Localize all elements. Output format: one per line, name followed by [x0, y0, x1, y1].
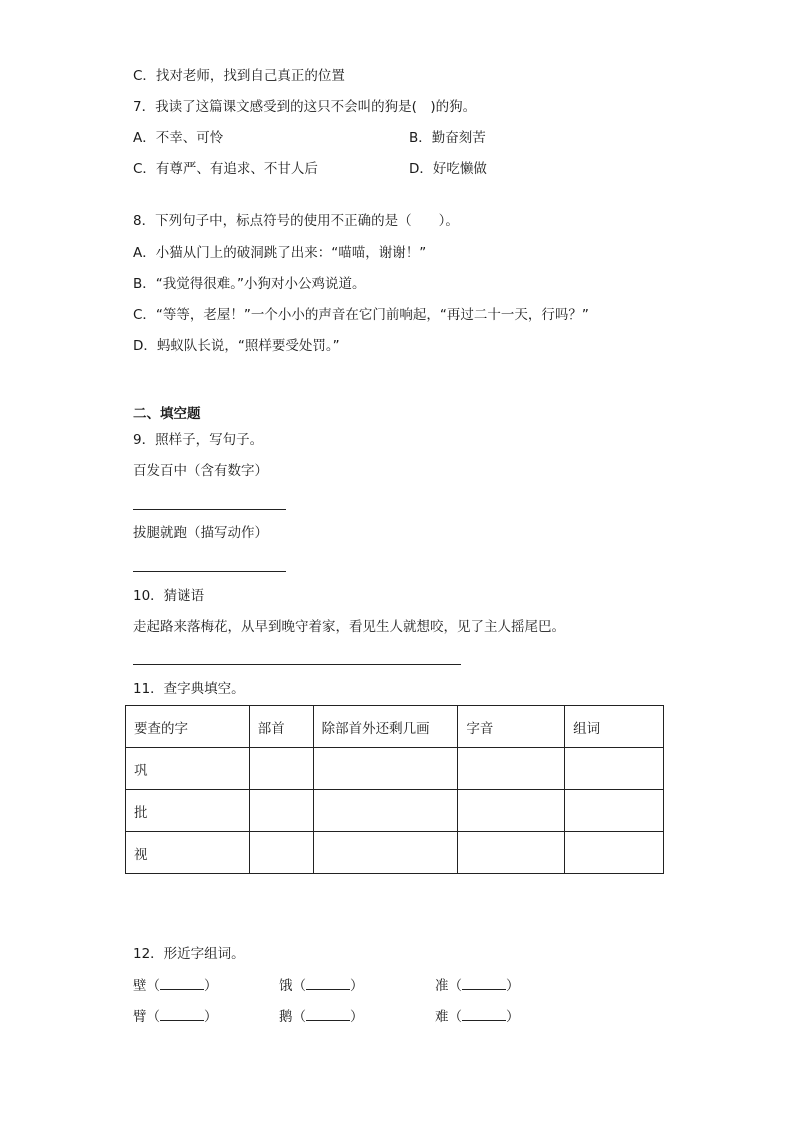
table-cell-char: 批 [126, 790, 250, 832]
open-paren: （ [448, 1009, 462, 1025]
section-heading: 二、填空题 [133, 406, 201, 422]
table-cell-blank[interactable] [458, 832, 565, 874]
q12-item [133, 976, 218, 995]
table-cell-blank[interactable] [565, 790, 664, 832]
header-cell: 除部首外还剩几画 [313, 706, 458, 748]
close-paren: ） [506, 1009, 520, 1025]
answer-blank[interactable] [160, 1007, 204, 1021]
q7-option-c: C．有尊严、有追求、不甘人后 [133, 161, 318, 177]
table-row [126, 748, 664, 790]
table-cell-blank[interactable] [313, 832, 458, 874]
q12-stem: 12．形近字组词。 [133, 946, 245, 962]
q8-option-d: D．蚂蚁队长说，“照样要受处罚。” [133, 338, 340, 354]
open-paren: （ [146, 978, 160, 994]
dictionary-table [125, 705, 664, 874]
header-cell: 组词 [565, 706, 664, 748]
table-cell-blank[interactable] [249, 832, 313, 874]
q10-riddle: 走起路来落梅花，从早到晚守着家，看见生人就想咬，见了主人摇尾巴。 [133, 619, 565, 635]
q8-option-c: C．“等等，老屋！”一个小小的声音在它门前响起，“再过二十一天，行吗？” [133, 307, 589, 323]
answer-blank[interactable] [306, 976, 350, 990]
table-cell-blank[interactable] [565, 832, 664, 874]
header-cell: 字音 [458, 706, 565, 748]
q12-item [133, 1007, 218, 1026]
answer-blank[interactable] [160, 976, 204, 990]
table-cell-blank[interactable] [249, 790, 313, 832]
table-cell-char: 巩 [126, 748, 250, 790]
header-cell: 要查的字 [126, 706, 250, 748]
q9-item-2: 拔腿就跑（描写动作） [133, 525, 268, 541]
q9-item-1: 百发百中（含有数字） [133, 463, 268, 479]
open-paren: （ [448, 978, 462, 994]
q9-answer-line-2[interactable] [133, 571, 286, 572]
q12-char: 准 [435, 978, 449, 994]
q8-option-a: A．小猫从门上的破洞跳了出来：“喵喵，谢谢！” [133, 245, 427, 261]
close-paren: ） [204, 1009, 218, 1025]
q10-answer-line[interactable] [133, 664, 461, 665]
table-row [126, 790, 664, 832]
close-paren: ） [506, 978, 520, 994]
open-paren: （ [292, 1009, 306, 1025]
q9-stem: 9．照样子，写句子。 [133, 432, 264, 448]
q6-option-c: C．找对老师，找到自己真正的位置 [133, 68, 345, 84]
q12-item [435, 1007, 520, 1026]
q7-option-d: D．好吃懒做 [409, 161, 487, 177]
close-paren: ） [350, 1009, 364, 1025]
answer-blank[interactable] [306, 1007, 350, 1021]
answer-blank[interactable] [462, 976, 506, 990]
table-cell-blank[interactable] [458, 748, 565, 790]
q10-stem: 10．猜谜语 [133, 588, 205, 604]
open-paren: （ [146, 1009, 160, 1025]
open-paren: （ [292, 978, 306, 994]
close-paren: ） [350, 978, 364, 994]
q7-option-b: B．勤奋刻苦 [409, 130, 486, 146]
q9-answer-line-1[interactable] [133, 509, 286, 510]
q12-item [279, 1007, 364, 1026]
table-cell-blank[interactable] [249, 748, 313, 790]
table-cell-blank[interactable] [313, 748, 458, 790]
table-cell-char: 视 [126, 832, 250, 874]
table-header-row [126, 706, 664, 748]
q12-char: 壁 [133, 978, 147, 994]
header-cell: 部首 [249, 706, 313, 748]
q8-stem: 8．下列句子中，标点符号的使用不正确的是（ ）。 [133, 213, 459, 229]
table-cell-blank[interactable] [565, 748, 664, 790]
close-paren: ） [204, 978, 218, 994]
q11-stem: 11．查字典填空。 [133, 681, 245, 697]
q7-stem: 7．我读了这篇课文感受到的这只不会叫的狗是( )的狗。 [133, 99, 477, 115]
q12-char: 饿 [279, 978, 293, 994]
q12-char: 臂 [133, 1009, 147, 1025]
q7-option-a: A．不幸、可怜 [133, 130, 224, 146]
q12-item [435, 976, 520, 995]
q12-char: 难 [435, 1009, 449, 1025]
q12-item [279, 976, 364, 995]
q12-char: 鹅 [279, 1009, 293, 1025]
table-cell-blank[interactable] [313, 790, 458, 832]
table-cell-blank[interactable] [458, 790, 565, 832]
q8-option-b: B．“我觉得很难。”小狗对小公鸡说道。 [133, 276, 366, 292]
table-row [126, 832, 664, 874]
answer-blank[interactable] [462, 1007, 506, 1021]
